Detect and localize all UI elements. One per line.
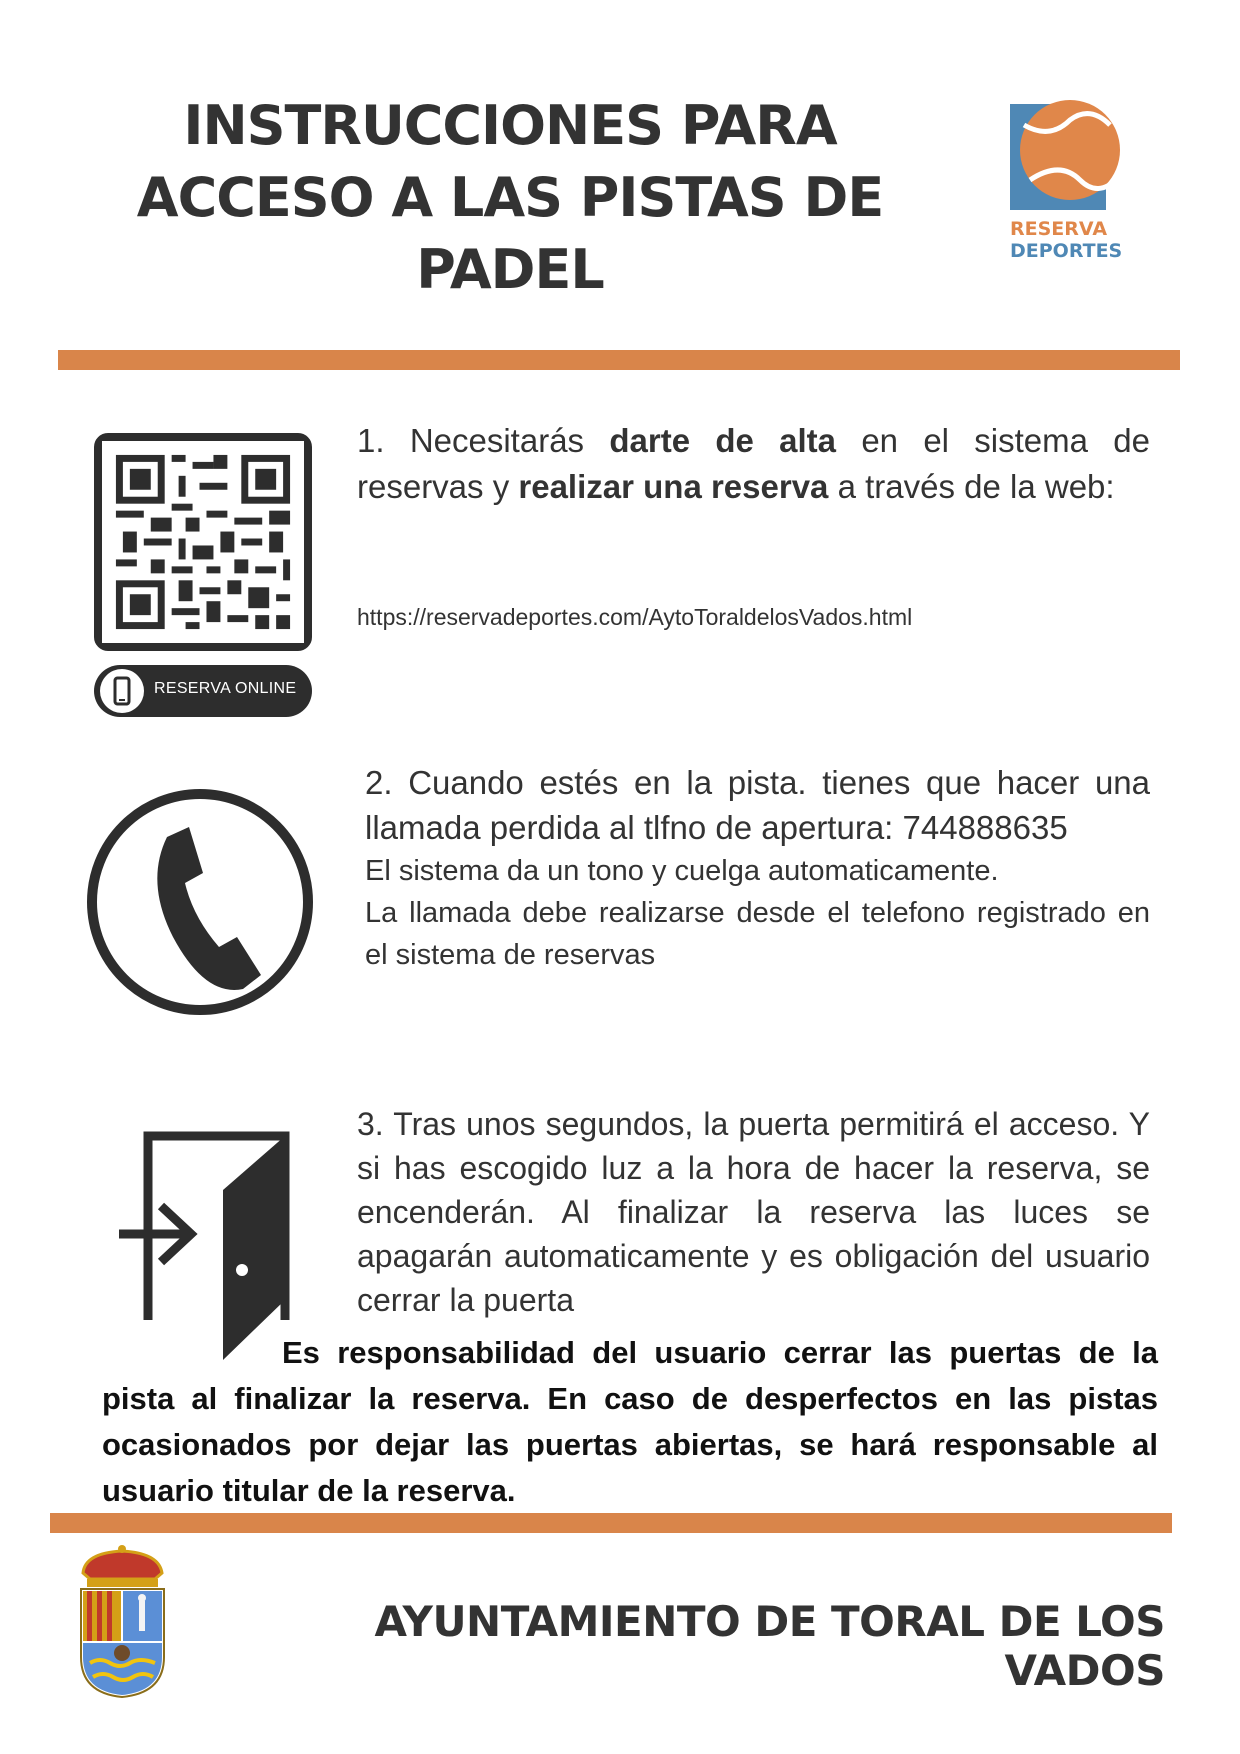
coat-of-arms-icon — [75, 1545, 170, 1700]
phone-icon — [85, 787, 315, 1017]
step-2-main: 2. Cuando estés en la pista. tienes que hacer una llamada perdida al tlfno de apertura: 744888635 — [365, 764, 1150, 846]
door-enter-icon — [115, 1130, 295, 1360]
booking-url-link[interactable]: https://reservadeportes.com/AytoToraldelosVados.html — [357, 604, 913, 630]
logo-line-2: DEPORTES — [1010, 240, 1123, 262]
step-3-text: 3. Tras unos segundos, la puerta permitirá el acceso. Y si has escogido luz a la hora de hacer la reserva, se encenderán. Al finalizar la reserva las luces se apagarán automaticamente y es obligación del usuario cerrar la puerta — [357, 1106, 1150, 1318]
reserva-deportes-logo-icon — [1010, 100, 1135, 220]
step-2-line-a: El sistema da un tono y cuelga automaticamente. — [365, 855, 999, 887]
responsibility-warning: Es responsabilidad del usuario cerrar las puertas de la pista al finalizar la reserva. En caso de desperfectos en las pistas ocasionados por dejar las puertas abiertas, se hará responsable al usuario titular de la reserva. — [102, 1335, 1158, 1508]
smartphone-icon — [100, 669, 144, 713]
step-1-part-3: a través de la web: — [828, 468, 1115, 505]
step-1-text — [357, 418, 1150, 510]
step-1-part-2: en el sistema de reservas y — [357, 422, 1151, 505]
step-1-bold-1: darte de alta — [609, 422, 837, 459]
pill-icon-circle — [100, 669, 144, 713]
step-1-part-1: 1. Necesitarás — [357, 422, 610, 459]
step-2-text — [365, 760, 1150, 976]
pill-label: RESERVA ONLINE — [154, 680, 297, 697]
step-1-bold-2: realizar una reserva — [518, 468, 829, 505]
logo-text — [1010, 218, 1140, 262]
title-line-1: INSTRUCCIONES PARA — [183, 94, 837, 157]
bottom-divider — [50, 1513, 1172, 1533]
logo-line-1: RESERVA — [1010, 218, 1108, 240]
page-title — [60, 90, 960, 306]
title-line-2: ACCESO A LAS PISTAS DE PADEL — [136, 166, 884, 301]
qr-frame — [94, 433, 312, 651]
qr-code-icon — [102, 441, 304, 643]
step-2-line-b: La llamada debe realizarse desde el telefono registrado en el sistema de reservas — [365, 897, 1150, 971]
municipality-name: AYUNTAMIENTO DE TORAL DE LOS VADOS — [374, 1597, 1165, 1695]
top-divider — [58, 350, 1180, 370]
